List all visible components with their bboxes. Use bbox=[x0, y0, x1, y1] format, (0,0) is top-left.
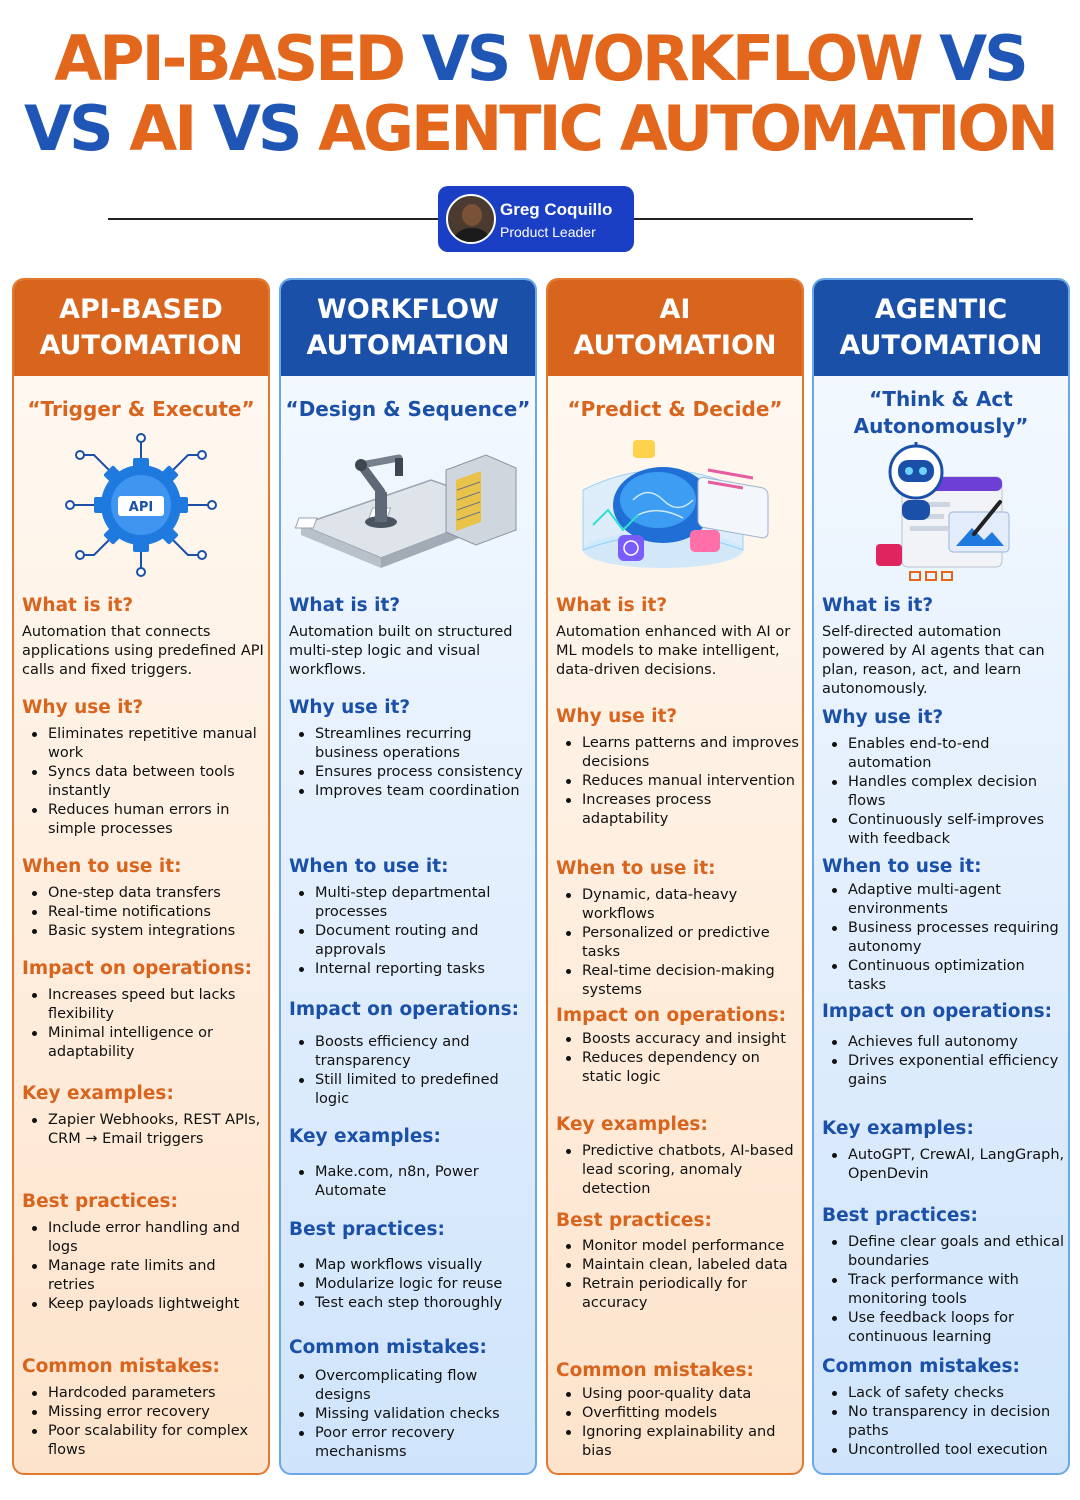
list-item: Ensures process consistency bbox=[289, 763, 533, 782]
column-heading bbox=[548, 280, 802, 376]
impact-list bbox=[556, 1030, 800, 1087]
examples-list bbox=[289, 1163, 533, 1201]
column-heading-text: WORKFLOW AUTOMATION bbox=[306, 294, 510, 361]
list-item: Handles complex decision flows bbox=[822, 773, 1066, 811]
best-list bbox=[556, 1237, 800, 1313]
list-item: Continuously self-improves with feedback bbox=[822, 811, 1066, 849]
column-tagline: “Predict & Decide” bbox=[567, 397, 783, 421]
list-item: Multi-step departmental processes bbox=[289, 884, 533, 922]
author-role: Product Leader bbox=[500, 224, 596, 240]
list-item: Hardcoded parameters bbox=[22, 1384, 266, 1403]
list-item: Using poor-quality data bbox=[556, 1385, 800, 1404]
api-gear-circuit-icon bbox=[14, 430, 268, 580]
column-heading bbox=[281, 280, 535, 376]
when-list bbox=[22, 884, 266, 941]
examples-list bbox=[22, 1111, 266, 1149]
list-item: Business processes requiring autonomy bbox=[822, 919, 1066, 957]
what-text: Automation enhanced with AI or ML models to make intelligent, data-driven decisions. bbox=[556, 624, 791, 678]
what-heading: What is it? bbox=[556, 595, 668, 616]
mistakes-list bbox=[556, 1385, 800, 1461]
best-heading: Best practices: bbox=[289, 1219, 445, 1240]
list-item: Uncontrolled tool execution bbox=[822, 1441, 1066, 1460]
title-word: API-BASED bbox=[54, 22, 422, 95]
mistakes-heading: Common mistakes: bbox=[289, 1337, 487, 1358]
list-item: Poor scalability for complex flows bbox=[22, 1422, 266, 1460]
list-item: Lack of safety checks bbox=[822, 1384, 1066, 1403]
list-item: Continuous optimization tasks bbox=[822, 957, 1066, 995]
what-text: Automation built on structured multi-step logic and visual workflows. bbox=[289, 624, 513, 678]
impact-heading: Impact on operations: bbox=[22, 958, 253, 979]
what-heading: What is it? bbox=[22, 595, 134, 616]
title-line-1 bbox=[0, 22, 1080, 95]
author-name: Greg Coquillo bbox=[500, 200, 613, 219]
best-heading: Best practices: bbox=[22, 1191, 178, 1212]
list-item: Track performance with monitoring tools bbox=[822, 1271, 1066, 1309]
list-item: Internal reporting tasks bbox=[289, 960, 533, 979]
best-heading: Best practices: bbox=[556, 1210, 712, 1231]
list-item: Missing error recovery bbox=[22, 1403, 266, 1422]
list-item: Boosts efficiency and transparency bbox=[289, 1033, 533, 1071]
divider-right bbox=[633, 218, 973, 220]
list-item: Overfitting models bbox=[556, 1404, 800, 1423]
robot-arm-conveyor-icon bbox=[281, 430, 535, 580]
why-list bbox=[822, 735, 1066, 849]
list-item: Reduces dependency on static logic bbox=[556, 1049, 800, 1087]
list-item: Increases process adaptability bbox=[556, 791, 800, 829]
list-item: Poor error recovery mechanisms bbox=[289, 1424, 533, 1462]
list-item: One-step data transfers bbox=[22, 884, 266, 903]
list-item: Overcomplicating flow designs bbox=[289, 1367, 533, 1405]
when-list bbox=[556, 886, 800, 1000]
impact-heading: Impact on operations: bbox=[289, 999, 520, 1020]
examples-heading: Key examples: bbox=[822, 1118, 974, 1139]
list-item: AutoGPT, CrewAI, LangGraph, OpenDevin bbox=[822, 1146, 1066, 1184]
list-item: Ignoring explainability and bias bbox=[556, 1423, 800, 1461]
list-item: Increases speed but lacks flexibility bbox=[22, 986, 266, 1024]
list-item: Monitor model performance bbox=[556, 1237, 800, 1256]
when-list bbox=[822, 881, 1066, 995]
column-heading bbox=[814, 280, 1068, 376]
why-heading: Why use it? bbox=[822, 707, 944, 728]
list-item: Still limited to predefined logic bbox=[289, 1071, 533, 1109]
examples-list bbox=[822, 1146, 1066, 1184]
svg-text:API: API bbox=[128, 500, 154, 515]
column-tagline: “Trigger & Execute” bbox=[27, 397, 255, 421]
best-heading: Best practices: bbox=[822, 1205, 978, 1226]
list-item: Include error handling and logs bbox=[22, 1219, 266, 1257]
list-item: Achieves full autonomy bbox=[822, 1033, 1066, 1052]
list-item: Eliminates repetitive manual work bbox=[22, 725, 266, 763]
list-item: Basic system integrations bbox=[22, 922, 266, 941]
list-item: Minimal intelligence or adaptability bbox=[22, 1024, 266, 1062]
mistakes-list bbox=[822, 1384, 1066, 1460]
what-heading: What is it? bbox=[822, 595, 934, 616]
best-list bbox=[289, 1256, 533, 1313]
list-item: No transparency in decision paths bbox=[822, 1403, 1066, 1441]
column-heading bbox=[14, 280, 268, 376]
list-item: Missing validation checks bbox=[289, 1405, 533, 1424]
title-word: VS bbox=[939, 22, 1026, 95]
examples-heading: Key examples: bbox=[22, 1083, 174, 1104]
list-item: Define clear goals and ethical boundaries bbox=[822, 1233, 1066, 1271]
list-item: Make.com, n8n, Power Automate bbox=[289, 1163, 533, 1201]
when-heading: When to use it: bbox=[822, 856, 982, 877]
title-word: WORKFLOW bbox=[526, 22, 940, 95]
why-heading: Why use it? bbox=[556, 706, 678, 727]
column-heading-text: API-BASED AUTOMATION bbox=[39, 294, 243, 361]
why-list bbox=[22, 725, 266, 839]
why-heading: Why use it? bbox=[22, 697, 144, 718]
title-word: VS bbox=[421, 22, 527, 95]
list-item: Dynamic, data-heavy workflows bbox=[556, 886, 800, 924]
list-item: Test each step thoroughly bbox=[289, 1294, 533, 1313]
avatar bbox=[446, 194, 496, 244]
list-item: Boosts accuracy and insight bbox=[556, 1030, 800, 1049]
list-item: Manage rate limits and retries bbox=[22, 1257, 266, 1295]
list-item: Modularize logic for reuse bbox=[289, 1275, 533, 1294]
list-item: Syncs data between tools instantly bbox=[22, 763, 266, 801]
column-2 bbox=[279, 278, 537, 1475]
author-badge bbox=[438, 186, 634, 252]
impact-list bbox=[822, 1033, 1066, 1090]
title-word: VS bbox=[212, 92, 319, 165]
mistakes-list bbox=[289, 1367, 533, 1462]
why-list bbox=[556, 734, 800, 829]
list-item: Zapier Webhooks, REST APIs, CRM → Email triggers bbox=[22, 1111, 266, 1149]
list-item: Streamlines recurring business operations bbox=[289, 725, 533, 763]
list-item: Document routing and approvals bbox=[289, 922, 533, 960]
list-item: Learns patterns and improves decisions bbox=[556, 734, 800, 772]
list-item: Maintain clean, labeled data bbox=[556, 1256, 800, 1275]
title-word: AI bbox=[129, 92, 213, 165]
mistakes-list bbox=[22, 1384, 266, 1460]
what-text: Self-directed automation powered by AI agents that can plan, reason, act, and learn autonomously. bbox=[822, 624, 1045, 697]
column-tagline: “Design & Sequence” bbox=[285, 397, 531, 421]
list-item: Predictive chatbots, AI-based lead scoring, anomaly detection bbox=[556, 1142, 800, 1199]
column-heading-text: AI AUTOMATION bbox=[573, 294, 777, 361]
what-heading: What is it? bbox=[289, 595, 401, 616]
when-list bbox=[289, 884, 533, 979]
title-line-2 bbox=[0, 92, 1080, 165]
why-list bbox=[289, 725, 533, 801]
list-item: Reduces human errors in simple processes bbox=[22, 801, 266, 839]
title-word: AGENTIC AUTOMATION bbox=[318, 92, 1056, 165]
column-3 bbox=[546, 278, 804, 1475]
column-4 bbox=[812, 278, 1070, 1475]
list-item: Reduces manual intervention bbox=[556, 772, 800, 791]
best-list bbox=[822, 1233, 1066, 1347]
list-item: Enables end-to-end automation bbox=[822, 735, 1066, 773]
when-heading: When to use it: bbox=[22, 856, 182, 877]
list-item: Drives exponential efficiency gains bbox=[822, 1052, 1066, 1090]
impact-list bbox=[289, 1033, 533, 1109]
column-tagline: “Think & Act Autonomously” bbox=[853, 387, 1029, 438]
best-list bbox=[22, 1219, 266, 1314]
title-word: VS bbox=[24, 92, 130, 165]
column-heading-text: AGENTIC AUTOMATION bbox=[839, 294, 1043, 361]
mistakes-heading: Common mistakes: bbox=[556, 1360, 754, 1381]
examples-heading: Key examples: bbox=[289, 1126, 441, 1147]
ai-brain-hologram-icon bbox=[548, 430, 802, 580]
list-item: Personalized or predictive tasks bbox=[556, 924, 800, 962]
impact-list bbox=[22, 986, 266, 1062]
list-item: Use feedback loops for continuous learning bbox=[822, 1309, 1066, 1347]
list-item: Retrain periodically for accuracy bbox=[556, 1275, 800, 1313]
robot-agent-window-icon bbox=[814, 442, 1068, 592]
column-1 bbox=[12, 278, 270, 1475]
list-item: Keep payloads lightweight bbox=[22, 1295, 266, 1314]
list-item: Adaptive multi-agent environments bbox=[822, 881, 1066, 919]
what-text: Automation that connects applications using predefined API calls and fixed triggers. bbox=[22, 624, 264, 678]
divider-left bbox=[108, 218, 440, 220]
list-item: Improves team coordination bbox=[289, 782, 533, 801]
examples-list bbox=[556, 1142, 800, 1199]
when-heading: When to use it: bbox=[556, 858, 716, 879]
examples-heading: Key examples: bbox=[556, 1114, 708, 1135]
impact-heading: Impact on operations: bbox=[822, 1001, 1053, 1022]
mistakes-heading: Common mistakes: bbox=[22, 1356, 220, 1377]
mistakes-heading: Common mistakes: bbox=[822, 1356, 1020, 1377]
impact-heading: Impact on operations: bbox=[556, 1005, 787, 1026]
list-item: Map workflows visually bbox=[289, 1256, 533, 1275]
list-item: Real-time decision-making systems bbox=[556, 962, 800, 1000]
when-heading: When to use it: bbox=[289, 856, 449, 877]
why-heading: Why use it? bbox=[289, 697, 411, 718]
list-item: Real-time notifications bbox=[22, 903, 266, 922]
